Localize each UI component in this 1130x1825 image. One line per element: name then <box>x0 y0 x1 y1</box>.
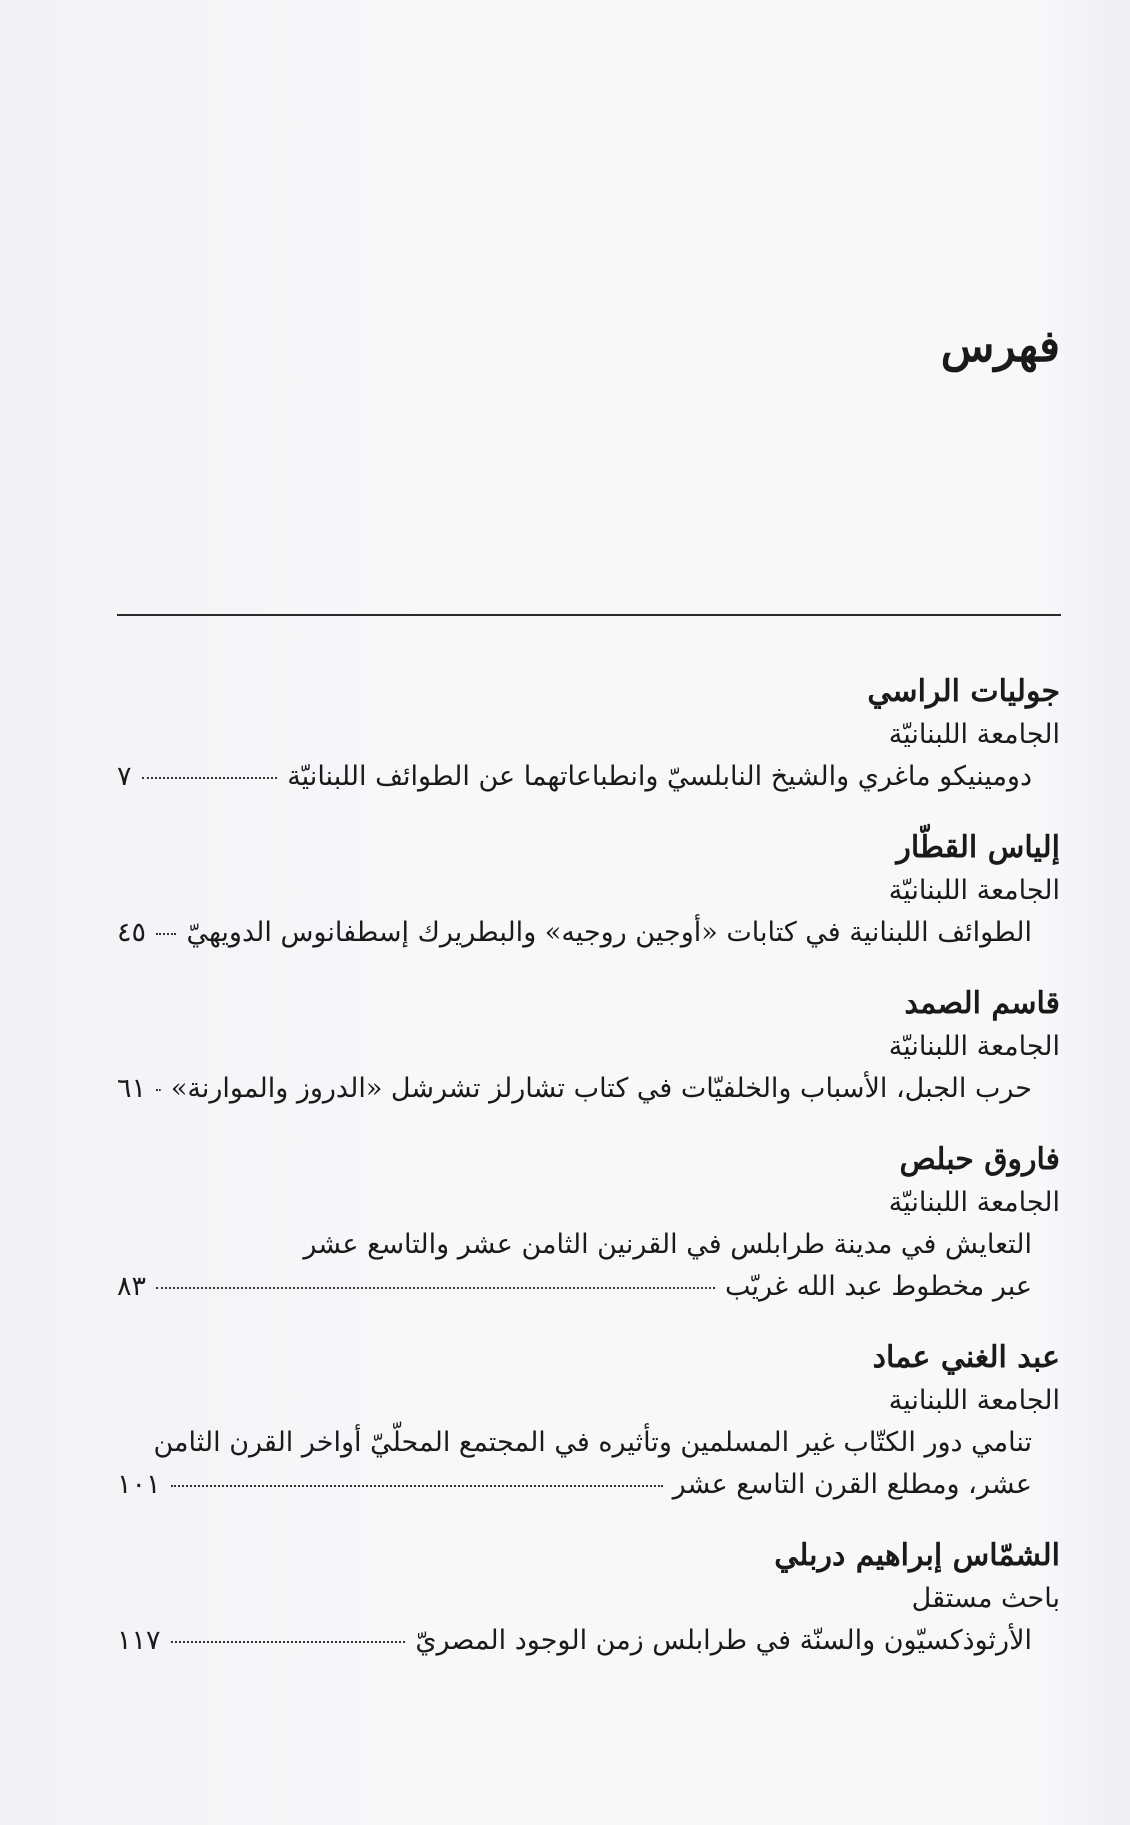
dot-leader <box>156 1089 161 1091</box>
dot-leader <box>142 777 278 779</box>
toc-entry <box>117 1138 1060 1308</box>
entry-affiliation: الجامعة اللبنانيّة <box>888 875 1060 906</box>
entry-author: فاروق حبلص <box>899 1142 1060 1177</box>
page-number: ١٠١ <box>117 1469 161 1500</box>
toc-line[interactable] <box>117 756 1060 798</box>
entry-author: قاسم الصمد <box>904 986 1060 1021</box>
dot-leader <box>156 933 176 935</box>
toc-entry <box>117 1534 1060 1662</box>
entry-affiliation: الجامعة اللبنانيّة <box>888 719 1060 750</box>
entry-title: حرب الجبل، الأسباب والخلفيّات في كتاب تشارلز تشرشل «الدروز والموارنة» <box>170 1073 1032 1104</box>
toc-line[interactable] <box>117 1266 1060 1308</box>
entry-author: عبد الغني عماد <box>872 1340 1060 1375</box>
entry-title: دومينيكو ماغري والشيخ النابلسيّ وانطباعاتهما عن الطوائف اللبنانيّة <box>287 761 1032 792</box>
toc-line[interactable] <box>117 1068 1060 1110</box>
entry-affiliation: الجامعة اللبنانيّة <box>888 1031 1060 1062</box>
toc-entry <box>117 1336 1060 1506</box>
toc-entry <box>117 982 1060 1110</box>
toc-entry <box>117 670 1060 798</box>
dot-leader <box>156 1287 715 1289</box>
page-number: ١١٧ <box>117 1625 161 1656</box>
entry-author: إلياس القطّار <box>896 830 1060 865</box>
page-number: ٧ <box>117 761 132 792</box>
entry-title-line-2: عشر، ومطلع القرن التاسع عشر <box>672 1469 1032 1500</box>
toc-list <box>117 670 1060 1690</box>
entry-title-line-1: التعايش في مدينة طرابلس في القرنين الثامن عشر والتاسع عشر <box>303 1229 1032 1260</box>
entry-author: الشمّاس إبراهيم دربلي <box>774 1538 1060 1573</box>
toc-line[interactable] <box>117 912 1060 954</box>
entry-title: الطوائف اللبنانية في كتابات «أوجين روجيه» والبطريرك إسطفانوس الدويهيّ <box>186 917 1032 948</box>
page-number: ٤٥ <box>117 917 147 948</box>
page-number: ٨٣ <box>117 1271 147 1302</box>
dot-leader <box>171 1641 406 1643</box>
page-title: فهرس <box>940 321 1060 372</box>
entry-affiliation: الجامعة اللبنانية <box>888 1385 1060 1416</box>
entry-title: الأرثوذكسيّون والسنّة في طرابلس زمن الوجود المصريّ <box>415 1625 1032 1656</box>
entry-title-line-2: عبر مخطوط عبد الله غريّب <box>724 1271 1032 1302</box>
entry-affiliation: الجامعة اللبنانيّة <box>888 1187 1060 1218</box>
page-number: ٦١ <box>117 1073 147 1104</box>
toc-line[interactable] <box>117 1464 1060 1506</box>
divider-rule <box>117 614 1061 616</box>
dot-leader <box>171 1485 663 1487</box>
entry-title-line-1: تنامي دور الكتّاب غير المسلمين وتأثيره في المجتمع المحلّيّ أواخر القرن الثامن <box>153 1427 1032 1458</box>
toc-line[interactable] <box>117 1620 1060 1662</box>
toc-entry <box>117 826 1060 954</box>
entry-author: جوليات الراسي <box>867 674 1060 709</box>
entry-affiliation: باحث مستقل <box>911 1583 1060 1614</box>
